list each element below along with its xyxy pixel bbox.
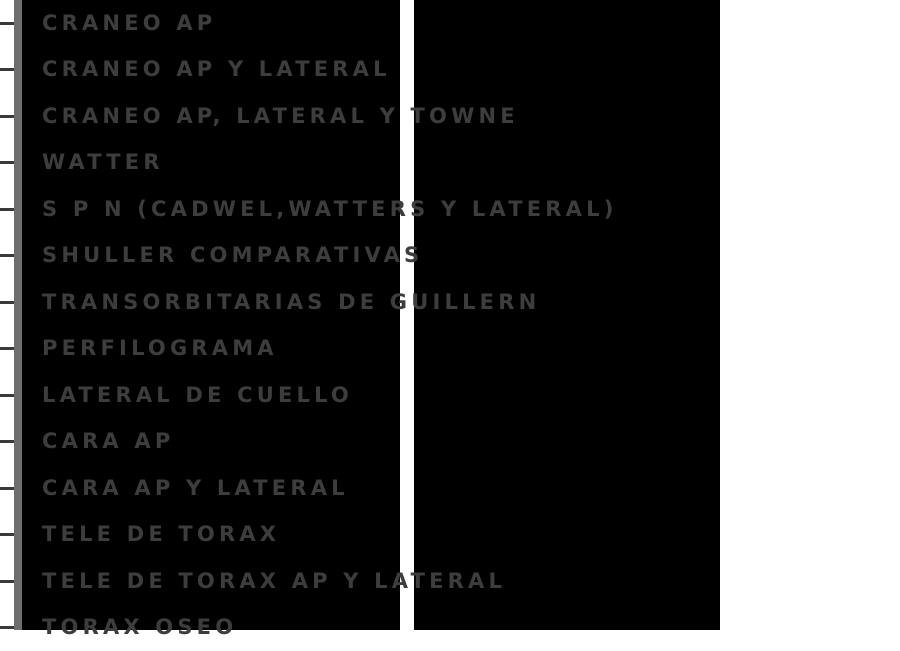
row-tick-icon — [0, 22, 14, 25]
list-item-label: CARA AP Y LATERAL — [42, 478, 349, 499]
list-item[interactable] — [0, 140, 900, 187]
row-tick-icon — [0, 487, 14, 490]
list-item[interactable] — [0, 233, 900, 280]
row-tick-icon — [0, 254, 14, 257]
list-item-label: TELE DE TORAX AP Y LATERAL — [42, 571, 506, 592]
row-tick-icon — [0, 115, 14, 118]
row-tick-icon — [0, 301, 14, 304]
row-tick-icon — [0, 580, 14, 583]
list-item-label: CRANEO AP, LATERAL Y TOWNE — [42, 106, 519, 127]
list-item-label: WATTER — [42, 152, 164, 173]
list-item[interactable] — [0, 419, 900, 466]
row-tick-icon — [0, 533, 14, 536]
list-item-label: S P N (CADWEL,WATTERS Y LATERAL) — [42, 199, 618, 220]
list-item-label: PERFILOGRAMA — [42, 338, 278, 359]
row-tick-icon — [0, 68, 14, 71]
list-item-label: TORAX OSEO — [42, 617, 237, 638]
list-item-label: TRANSORBITARIAS DE GUILLERN — [42, 292, 540, 313]
list-item[interactable] — [0, 0, 900, 47]
row-tick-icon — [0, 161, 14, 164]
list-item-label: LATERAL DE CUELLO — [42, 385, 353, 406]
list-item[interactable] — [0, 47, 900, 94]
list-item[interactable] — [0, 372, 900, 419]
list-item[interactable] — [0, 93, 900, 140]
list-item-label: CRANEO AP — [42, 13, 216, 34]
row-tick-icon — [0, 626, 14, 629]
list-item[interactable] — [0, 326, 900, 373]
list-item[interactable] — [0, 512, 900, 559]
list-item[interactable] — [0, 558, 900, 605]
row-tick-icon — [0, 208, 14, 211]
list-item[interactable] — [0, 605, 900, 651]
row-tick-icon — [0, 347, 14, 350]
row-tick-icon — [0, 394, 14, 397]
row-tick-icon — [0, 440, 14, 443]
list-item-label: CRANEO AP Y LATERAL — [42, 59, 391, 80]
list-item-label: CARA AP — [42, 431, 174, 452]
list-item-label: SHULLER COMPARATIVAS — [42, 245, 423, 266]
list-item[interactable] — [0, 186, 900, 233]
list-item-label: TELE DE TORAX — [42, 524, 280, 545]
list-item[interactable] — [0, 279, 900, 326]
list-item[interactable] — [0, 465, 900, 512]
